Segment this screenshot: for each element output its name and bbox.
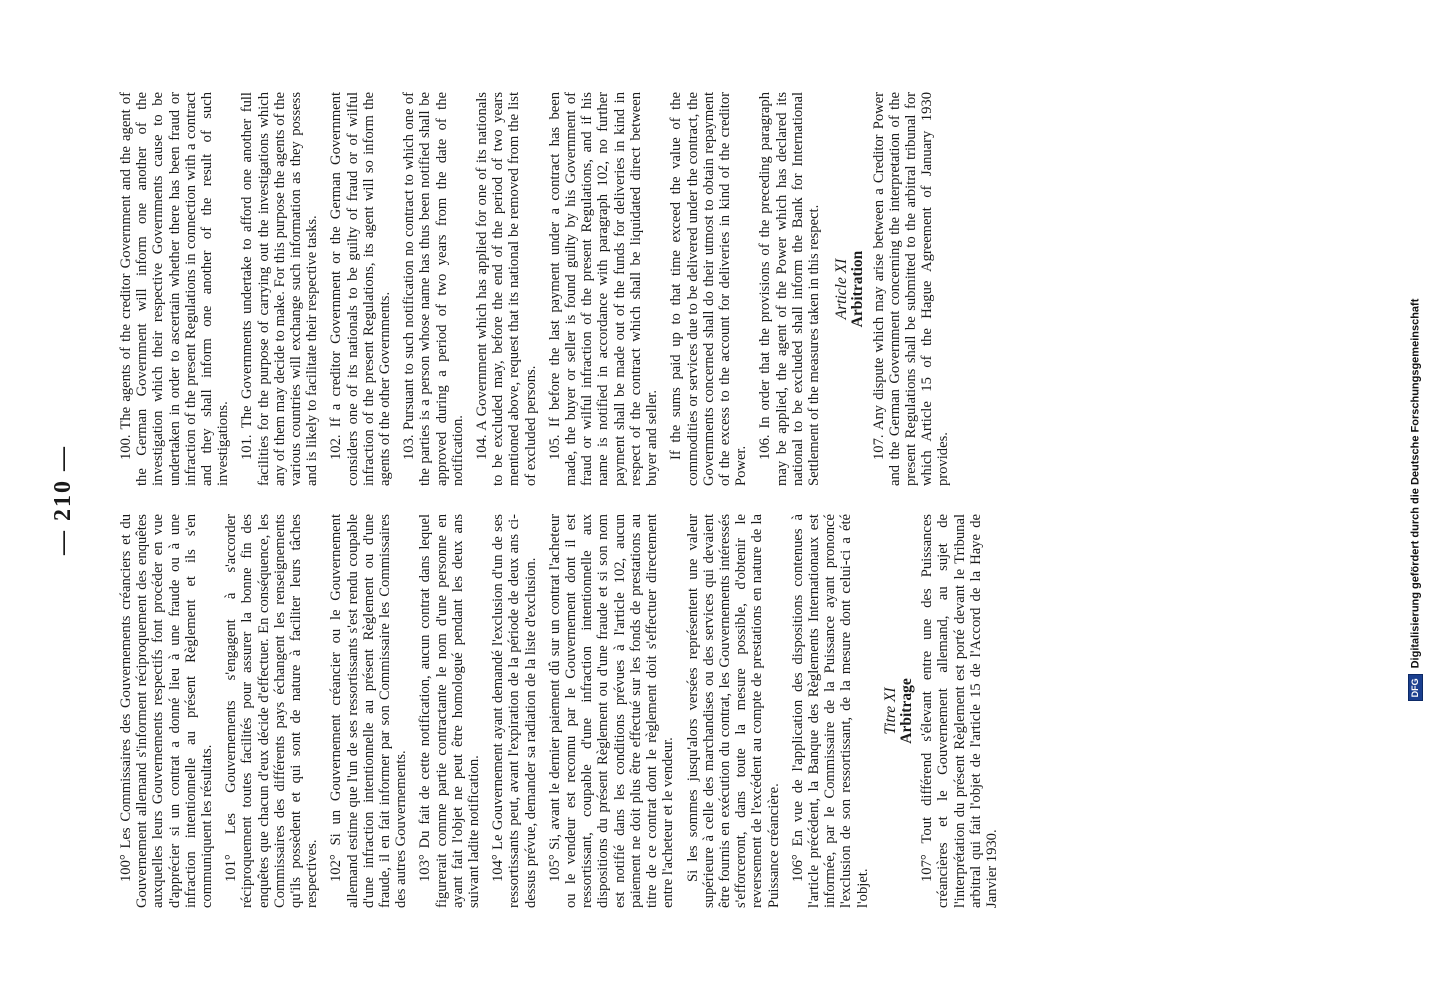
en-paragraph-100: 100. The agents of the creditor Government and the agent of the German Government will inform one another of the investigation which their respective Governments cause to be undertaken in order to ascertain whether there has been fraud or infraction of the present Regulations in connection with a contract and they shall inform one another of the result of such investigations.	[118, 92, 232, 486]
fr-paragraph-102: 102° Si un Gouvernement créancier ou le Gouvernement allemand estime que l'un de ses ressortissants s'est rendu coupable d'une infraction intentionnelle au présent Règlement ou d'une fraude, il en fait informer par son Commissaire les Commissaires des autres Gouvernements.	[328, 514, 410, 908]
fr-paragraph-101: 101° Les Gouvernements s'engagent à s'accorder réciproquement toutes facilités pour assurer la bonne fin des enquêtes que chacun d'eux décide d'effectuer. En conséquence, les Commissaires des différents pays échangent les renseignements qu'ils possèdent et qui sont de nature à faciliter leurs tâches respectives.	[223, 514, 321, 908]
fr-paragraph-105-continued: Si les sommes jusqu'alors versées représentent une valeur supérieure à celle des marchandises ou des services qui devaient être fournis en exécution du contrat, les Gouvernements intéressés s'efforceront, dans toute la mesure possible, d'obtenir le reversement de l'excédent au compte de prestations en nature de la Puissance créancière.	[684, 514, 782, 908]
french-column	[118, 514, 1008, 908]
fr-paragraph-103: 103° Du fait de cette notification, aucun contrat dans lequel figurerait comme partie contractante le nom d'une personne en ayant fait l'objet ne peut être homologué pendant les deux ans suivant ladite notification.	[417, 514, 483, 908]
fr-subtitle-heading: Arbitrage	[897, 678, 915, 744]
digitization-credit-text: Digitalisierung gefördert durch die Deutsche Forschungsgemeinschaft	[1409, 298, 1422, 669]
fr-paragraph-100: 100° Les Commissaires des Gouvernements créanciers et du Gouvernement allemand s'informent réciproquement des enquêtes auxquelles leurs Gouvernements respectifs font procéder en vue d'apprécier si un contrat a donné lieu à une fraude ou à une infraction intentionnelle au présent Règlement et ils s'en communiquent les résultats.	[118, 514, 216, 908]
en-title-heading: Article XI	[833, 258, 851, 320]
english-column	[118, 92, 960, 486]
en-paragraph-101: 101. The Governments undertake to afford one another full facilities for the purpose of carrying out the investigations which any of them may decide to make. For this purpose the agents of the various countries will exchange such information as they possess and is likely to facilitate their respective tasks.	[239, 92, 321, 486]
fr-paragraph-104: 104° Le Gouvernement ayant demandé l'exclusion d'un de ses ressortissants peut, avant l'expiration de la période de deux ans ci-dessus prévue, demander sa radiation de la liste d'exclusion.	[490, 514, 539, 908]
dfg-logo-icon: DFG	[1408, 674, 1423, 701]
en-paragraph-105-continued: If the sums paid up to that time exceed the value of the commodities or services due to be delivered under the contract, the Governments concerned shall do their utmost to obtain repayment of the excess to the account for deliveries in kind of the creditor Power.	[668, 92, 750, 486]
en-paragraph-104: 104. A Government which has applied for one of its nationals to be excluded may, before the end of the period of two years mentioned above, request that its national be removed from the list of excluded persons.	[474, 92, 539, 486]
fr-paragraph-107: 107° Tout différend s'élevant entre une des Puissances créancières et le Gouvernement allemand, au sujet de l'interprétation du présent Règlement est porté devant le Tribunal arbitral qui fait l'objet de l'article 15 de l'Accord de la Haye de Janvier 1930.	[919, 514, 1000, 908]
fr-paragraph-106: 106° En vue de l'application des dispositions contenues à l'article précédent, la Banque des Règlements Internationaux est informée, par le Commissaire de la Puissance ayant prononcé l'exclusion de son ressortissant, de la mesure dont celui-ci a été l'objet.	[789, 514, 871, 908]
en-paragraph-107: 107. Any dispute which may arise between a Creditor Power and the German Government concerning the interpretation of the present Regulations shall be submitted to the arbitral tribunal for which Article 15 of the Hague Agreement of January 1930 provides.	[870, 92, 952, 486]
digitization-credit	[1408, 0, 1423, 1000]
en-subtitle-heading: Arbitration	[849, 250, 867, 328]
page-number: — 210 —	[50, 445, 76, 555]
fr-paragraph-105: 105° Si, avant le dernier paiement dû sur un contrat l'acheteur ou le vendeur est reconnu par le Gouvernement dont il est ressortissant, coupable d'une infraction intentionnelle aux dispositions du présent Règlement ou d'une fraude et si son nom est notifié dans les conditions prévues à l'article 102, aucun paiement ne doit plus être effectué sur les fonds de prestations au titre de ce contrat dont le règlement doit s'effectuer directement entre l'acheteur et le vendeur.	[546, 514, 677, 908]
en-paragraph-106: 106. In order that the provisions of the preceding paragraph may be applied, the agent of the Power which has declared its national to be excluded shall inform the Bank for International Settlement of the measures taken in this respect.	[757, 92, 822, 486]
en-paragraph-102: 102. If a creditor Government or the German Government considers one of its nationals to be guilty of fraud or of wilful infraction of the present Regulations, its agent will so inform the agents of the other Governments.	[328, 92, 394, 486]
en-paragraph-105: 105. If before the last payment under a contract has been made, the buyer or seller is found guilty by his Government of fraud or wilful infraction of the present Regulations, and if his name is notified in accordance with paragraph 102, no further payment shall be made out of the funds for deliveries in kind in respect of the contract which shall be liquidated direct between buyer and seller.	[546, 92, 661, 486]
fr-title-heading: Titre XI	[881, 687, 899, 735]
en-paragraph-103: 103. Pursuant to such notification no contract to which one of the parties is a person whose name has thus been notified shall be approved during a period of two years from the date of the notification.	[401, 92, 466, 486]
